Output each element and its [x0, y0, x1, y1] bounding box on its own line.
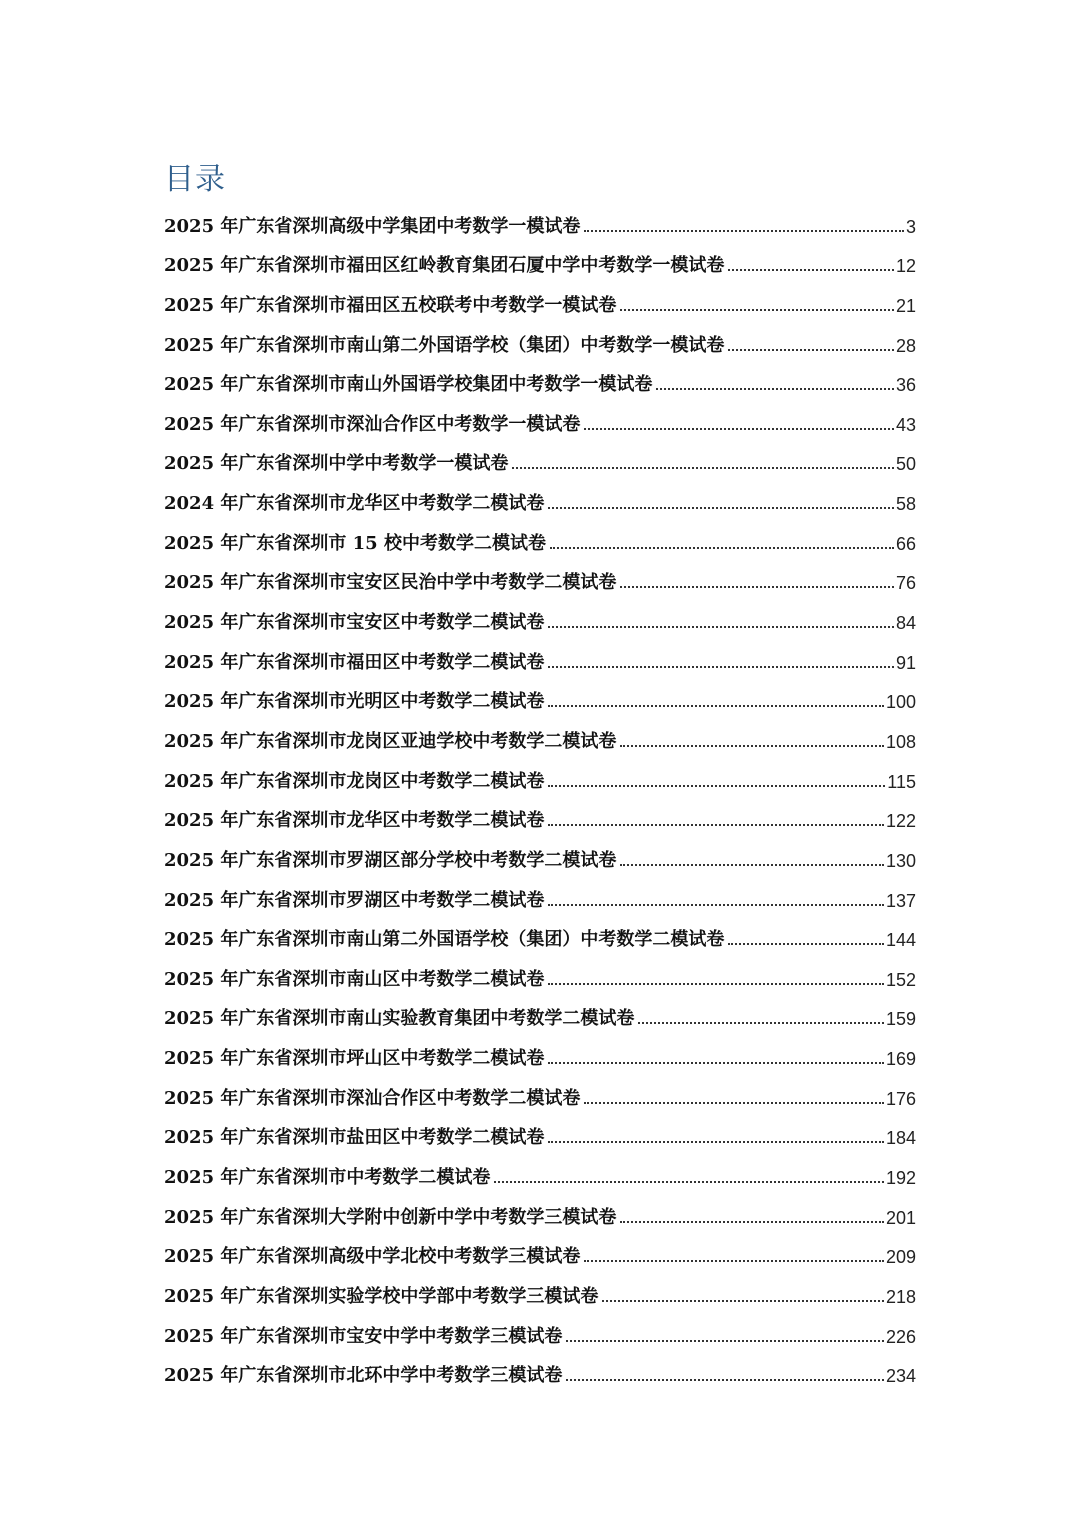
toc-entry-page-number: 91 — [895, 652, 916, 673]
toc-entry-title: 2025 年广东省深圳市 15 校中考数学二模试卷 — [164, 532, 546, 554]
toc-title: 目录 — [164, 162, 226, 197]
toc-entry-page-number: 209 — [885, 1247, 916, 1268]
toc-entry-title: 2025 年广东省深圳市罗湖区中考数学二模试卷 — [164, 889, 545, 911]
toc-entry[interactable] — [164, 997, 916, 1037]
toc-entry-title: 2025 年广东省深圳市宝安区中考数学二模试卷 — [164, 612, 545, 634]
toc-dot-leader — [494, 1181, 884, 1183]
toc-dot-leader — [548, 983, 884, 985]
toc-entry-page-number: 122 — [885, 811, 916, 832]
toc-dot-leader — [548, 1141, 884, 1143]
toc-entry[interactable] — [164, 1314, 916, 1354]
toc-entry[interactable] — [164, 244, 916, 284]
toc-dot-leader — [548, 904, 884, 906]
toc-entry[interactable] — [164, 521, 916, 561]
toc-entry[interactable] — [164, 283, 916, 323]
toc-entry-title: 2024 年广东省深圳市龙华区中考数学二模试卷 — [164, 493, 545, 515]
toc-entry-page-number: 226 — [885, 1326, 916, 1347]
toc-entry[interactable] — [164, 1076, 916, 1116]
toc-entry[interactable] — [164, 838, 916, 878]
toc-dot-leader — [584, 428, 894, 430]
toc-dot-leader — [620, 1221, 884, 1223]
toc-entry-title: 2025 年广东省深圳市北环中学中考数学三模试卷 — [164, 1365, 563, 1387]
toc-entry[interactable] — [164, 1036, 916, 1076]
toc-entry[interactable] — [164, 1195, 916, 1235]
toc-entry-title: 2025 年广东省深圳市深汕合作区中考数学二模试卷 — [164, 1087, 581, 1109]
toc-entry[interactable] — [164, 323, 916, 363]
toc-dot-leader — [602, 1300, 884, 1302]
toc-entry-title: 2025 年广东省深圳市坪山区中考数学二模试卷 — [164, 1048, 545, 1070]
toc-entry-page-number: 76 — [895, 573, 916, 594]
toc-entry-title: 2025 年广东省深圳市南山外国语学校集团中考数学一模试卷 — [164, 374, 653, 396]
toc-entry-title: 2025 年广东省深圳市宝安中学中考数学三模试卷 — [164, 1325, 563, 1347]
toc-entry-title: 2025 年广东省深圳市龙华区中考数学二模试卷 — [164, 810, 545, 832]
toc-entry[interactable] — [164, 204, 916, 244]
toc-dot-leader — [548, 626, 894, 628]
toc-entry-page-number: 43 — [895, 414, 916, 435]
toc-dot-leader — [548, 666, 894, 668]
toc-entry-page-number: 84 — [895, 613, 916, 634]
toc-entry-page-number: 144 — [885, 930, 916, 951]
toc-entry[interactable] — [164, 957, 916, 997]
toc-entry[interactable] — [164, 1274, 916, 1314]
toc-entry-page-number: 192 — [885, 1168, 916, 1189]
toc-dot-leader — [638, 1022, 884, 1024]
toc-entry-title: 2025 年广东省深圳市福田区红岭教育集团石厦中学中考数学一模试卷 — [164, 255, 725, 277]
toc-entry[interactable] — [164, 402, 916, 442]
toc-entry-title: 2025 年广东省深圳市龙岗区亚迪学校中考数学二模试卷 — [164, 730, 617, 752]
toc-dot-leader — [566, 1379, 884, 1381]
toc-entry[interactable] — [164, 1116, 916, 1156]
toc-list — [164, 204, 916, 1393]
toc-entry-title: 2025 年广东省深圳市宝安区民治中学中考数学二模试卷 — [164, 572, 617, 594]
toc-dot-leader — [620, 309, 894, 311]
toc-entry-page-number: 58 — [895, 494, 916, 515]
toc-entry-title: 2025 年广东省深圳市盐田区中考数学二模试卷 — [164, 1127, 545, 1149]
toc-dot-leader — [620, 864, 884, 866]
toc-dot-leader — [512, 467, 894, 469]
toc-dot-leader — [656, 388, 894, 390]
toc-entry[interactable] — [164, 918, 916, 958]
toc-entry-title: 2025 年广东省深圳市中考数学二模试卷 — [164, 1167, 491, 1189]
toc-entry-page-number: 152 — [885, 969, 916, 990]
toc-entry-title: 2025 年广东省深圳高级中学集团中考数学一模试卷 — [164, 215, 581, 237]
toc-entry-page-number: 21 — [895, 295, 916, 316]
toc-entry[interactable] — [164, 1354, 916, 1394]
toc-entry-title: 2025 年广东省深圳市深汕合作区中考数学一模试卷 — [164, 413, 581, 435]
toc-dot-leader — [584, 1102, 884, 1104]
toc-entry-page-number: 66 — [895, 533, 916, 554]
toc-entry-page-number: 12 — [895, 256, 916, 277]
toc-dot-leader — [728, 269, 894, 271]
toc-entry[interactable] — [164, 561, 916, 601]
toc-dot-leader — [548, 785, 885, 787]
toc-entry[interactable] — [164, 1155, 916, 1195]
toc-entry-title: 2025 年广东省深圳市龙岗区中考数学二模试卷 — [164, 770, 545, 792]
toc-dot-leader — [584, 230, 904, 232]
toc-dot-leader — [728, 349, 894, 351]
toc-entry-page-number: 115 — [887, 771, 916, 792]
toc-entry-title: 2025 年广东省深圳市南山第二外国语学校（集团）中考数学二模试卷 — [164, 929, 725, 951]
toc-dot-leader — [620, 745, 884, 747]
toc-entry-page-number: 137 — [885, 890, 916, 911]
toc-entry-page-number: 176 — [885, 1088, 916, 1109]
toc-entry-page-number: 130 — [885, 850, 916, 871]
toc-dot-leader — [548, 507, 894, 509]
toc-entry-title: 2025 年广东省深圳市福田区中考数学二模试卷 — [164, 651, 545, 673]
toc-entry[interactable] — [164, 600, 916, 640]
toc-dot-leader — [548, 705, 884, 707]
toc-entry[interactable] — [164, 680, 916, 720]
toc-dot-leader — [584, 1260, 884, 1262]
toc-entry-page-number: 201 — [885, 1207, 916, 1228]
toc-entry-title: 2025 年广东省深圳市福田区五校联考中考数学一模试卷 — [164, 294, 617, 316]
toc-entry[interactable] — [164, 481, 916, 521]
toc-entry-page-number: 169 — [885, 1049, 916, 1070]
toc-entry[interactable] — [164, 878, 916, 918]
toc-entry-title: 2025 年广东省深圳高级中学北校中考数学三模试卷 — [164, 1246, 581, 1268]
toc-entry-page-number: 50 — [895, 454, 916, 475]
toc-entry-page-number: 234 — [885, 1366, 916, 1387]
toc-entry-title: 2025 年广东省深圳实验学校中学部中考数学三模试卷 — [164, 1285, 599, 1307]
toc-entry-title: 2025 年广东省深圳市罗湖区部分学校中考数学二模试卷 — [164, 849, 617, 871]
toc-entry[interactable] — [164, 1235, 916, 1275]
toc-entry-page-number: 100 — [885, 692, 916, 713]
toc-entry[interactable] — [164, 719, 916, 759]
toc-entry[interactable] — [164, 640, 916, 680]
toc-entry[interactable] — [164, 759, 916, 799]
toc-entry-title: 2025 年广东省深圳市南山实验教育集团中考数学二模试卷 — [164, 1008, 635, 1030]
toc-entry-title: 2025 年广东省深圳市光明区中考数学二模试卷 — [164, 691, 545, 713]
toc-entry-page-number: 108 — [885, 731, 916, 752]
toc-entry[interactable] — [164, 442, 916, 482]
toc-dot-leader — [566, 1340, 884, 1342]
toc-dot-leader — [620, 586, 894, 588]
toc-entry-title: 2025 年广东省深圳中学中考数学一模试卷 — [164, 453, 509, 475]
toc-entry-page-number: 36 — [895, 375, 916, 396]
toc-dot-leader — [548, 824, 884, 826]
toc-entry-title: 2025 年广东省深圳大学附中创新中学中考数学三模试卷 — [164, 1206, 617, 1228]
toc-entry[interactable] — [164, 363, 916, 403]
toc-entry[interactable] — [164, 799, 916, 839]
toc-entry-page-number: 28 — [895, 335, 916, 356]
toc-entry-page-number: 184 — [885, 1128, 916, 1149]
toc-dot-leader — [728, 943, 884, 945]
toc-entry-page-number: 218 — [885, 1286, 916, 1307]
toc-entry-title: 2025 年广东省深圳市南山区中考数学二模试卷 — [164, 968, 545, 990]
toc-entry-title: 2025 年广东省深圳市南山第二外国语学校（集团）中考数学一模试卷 — [164, 334, 725, 356]
toc-entry-page-number: 3 — [905, 216, 916, 237]
toc-dot-leader — [548, 1062, 884, 1064]
toc-dot-leader — [550, 547, 894, 549]
toc-entry-page-number: 159 — [885, 1009, 916, 1030]
